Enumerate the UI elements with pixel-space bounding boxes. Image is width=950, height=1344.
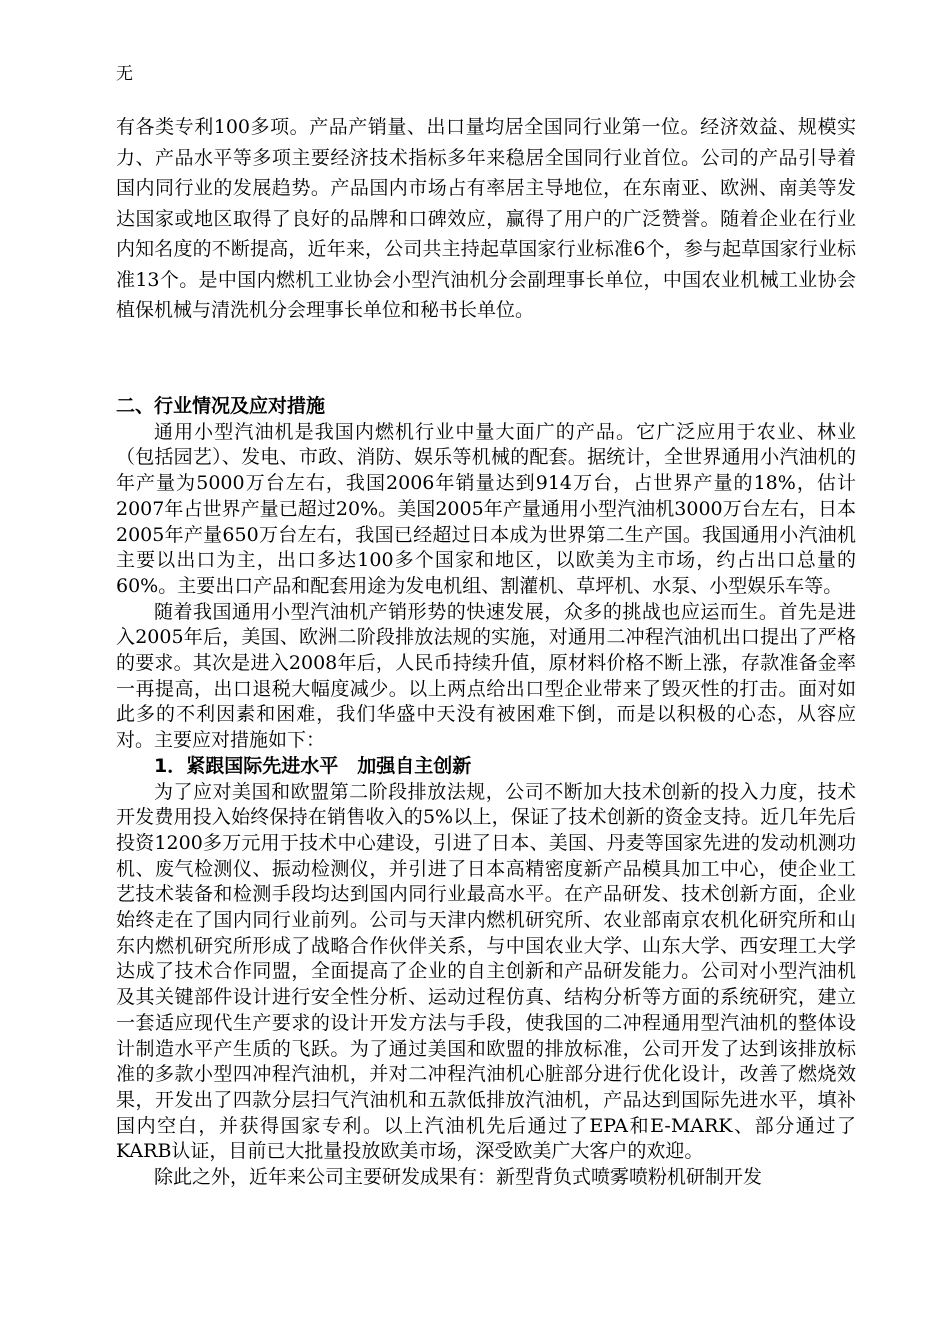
paragraph-industry-overview: 通用小型汽油机是我国内燃机行业中量大面广的产品。它广泛应用于农业、林业（包括园艺）、发电、市政、消防、娱乐等机械的配套。据统计，全世界通用小汽油机的年产量为5000万台左右，我国2006年销量达到914万台，占世界产量的18%，估计2007年占世界产量已超过20%。美国2005年产量通用小型汽油机3000万台左右，日本2005年产量650万台左右，我国已经超过日本成为世界第二生产国。我国通用小汽油机主要以出口为主，出口多达100多个国家和地区，以欧美为主市场，约占出口总量的60%。主要出口产品和配套用途为发电机组、割灌机、草坪机、水泵、小型娱乐车等。 <box>116 420 856 597</box>
subheading-innovation: 1．紧跟国际先进水平 加强自主创新 <box>154 754 472 777</box>
document-body <box>116 394 856 1191</box>
page-header: 无 <box>116 64 133 84</box>
section-heading-industry: 二、行业情况及应对措施 <box>116 395 326 417</box>
paragraph-challenges: 随着我国通用小型汽油机产销形势的快速发展，众多的挑战也应运而生。首先是进入2005年后，美国、欧洲二阶段排放法规的实施，对通用二冲程汽油机出口提出了严格的要求。其次是进入2008年后，人民币持续升值，原材料价格不断上涨，存款准备金率一再提高，出口退税大幅度减少。以上两点给出口型企业带来了毁灭性的打击。面对如此多的不利因素和困难，我们华盛中天没有被困难下倒，而是以积极的心态，从容应对。主要应对措施如下： <box>116 600 856 752</box>
paragraph-company-achievements: 有各类专利100多项。产品产销量、出口量均居全国同行业第一位。经济效益、规模实力、产品水平等多项主要经济技术指标多年来稳居全国同行业首位。公司的产品引导着国内同行业的发展趋势。产品国内市场占有率居主导地位，在东南亚、欧洲、南美等发达国家或地区取得了良好的品牌和口碑效应，赢得了用户的广泛赞誉。随着企业在行业内知名度的不断提高，近年来，公司共主持起草国家行业标准6个，参与起草国家行业标准13个。是中国内燃机工业协会小型汽油机分会副理事长单位，中国农业机械工业协会植保机械与清洗机分会理事长单位和秘书长单位。 <box>116 116 856 321</box>
paragraph-innovation-measures: 为了应对美国和欧盟第二阶段排放法规，公司不断加大技术创新的投入力度，技术开发费用投入始终保持在销售收入的5%以上，保证了技术创新的资金支持。近几年先后投资1200多万元用于技术中心建设，引进了日本、美国、丹麦等国家先进的发动机测功机、废气检测仪、振动检测仪，并引进了日本高精密度新产品模具加工中心，使企业工艺技术装备和检测手段均达到国内同行业最高水平。在产品研发、技术创新方面，企业始终走在了国内同行业前列。公司与天津内燃机研究所、农业部南京农机化研究所和山东内燃机研究所形成了战略合作伙伴关系，与中国农业大学、山东大学、西安理工大学达成了技术合作同盟，全面提高了企业的自主创新和产品研发能力。公司对小型汽油机及其关键部件设计进行安全性分析、运动过程仿真、结构分析等方面的系统研究，建立一套适应现代生产要求的设计开发方法与手段，使我国的二冲程通用型汽油机的整体设计制造水平产生质的飞跃。为了通过美国和欧盟的排放标准，公司开发了达到该排放标准的多款小型四冲程汽油机，并对二冲程汽油机心脏部分进行优化设计，改善了燃烧效果，开发出了四款分层扫气汽油机和五款低排放汽油机，产品达到国际先进水平，填补国内空白，并获得国家专利。以上汽油机先后通过了EPA和E-MARK、部分通过了KARB认证，目前已大批量投放欧美市场，深受欧美广大客户的欢迎。 <box>116 780 856 1163</box>
paragraph-rd-results: 除此之外，近年来公司主要研发成果有：新型背负式喷雾喷粉机研制开发 <box>154 1166 763 1189</box>
